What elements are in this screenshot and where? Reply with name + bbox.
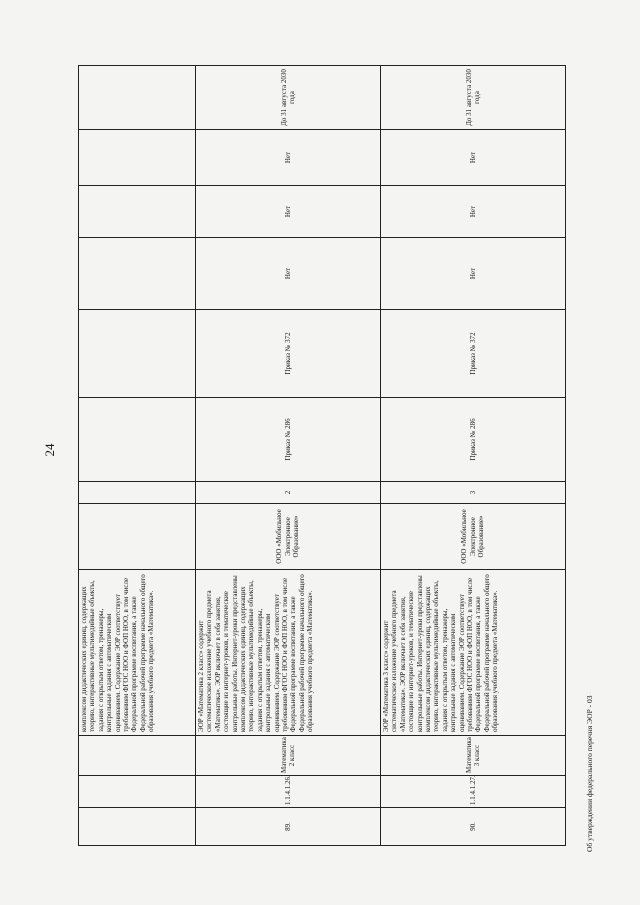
row-title: Математика 2 класс [196, 736, 381, 776]
row-description: ЭОР «Математика 3 класс» содержит систематическое изложение учебного предмета «Математика». ЭОР включает в себя занятия, состоящие из интернет-уроков, и тематические контрольные работы. Интернет-уроки представлены комплексом дидактических единиц, содержащих теорию, интерактивные мультимедийные объекты, задания с открытым ответом, тренажеры, контрольные задания с автоматическим оцениванием. Содержание ЭОР соответствует требованиям ФГОС НОО и ФОП НОО, в том числе Федеральной программе воспитания, а также Федеральной рабочей программе начального общего образования учебного предмета «Математика». [381, 570, 566, 736]
row-value-2: Нет [196, 186, 381, 238]
row-organization: ООО «Мобильное Электронное Образование» [381, 504, 566, 570]
row-value-2: Нет [381, 186, 566, 238]
table-row [196, 66, 381, 846]
eor-table [78, 65, 566, 846]
row-class-number: 3 [381, 482, 566, 504]
row-title: Математика 3 класс [381, 736, 566, 776]
page-number: 24 [42, 443, 57, 457]
row-number: 90. [381, 808, 566, 846]
row-deadline: До 31 августа 2030 года [196, 66, 381, 130]
row-code: 1.1.4.1.27. [381, 776, 566, 808]
row-code: 1.1.4.1.26. [196, 776, 381, 808]
row-value-3: Нет [196, 130, 381, 186]
prev-row-description: комплексом дидактических единиц, содержащих теорию, интерактивные мультимедийные объекты, задания с открытым ответом, тренажеры, контрольные задания с автоматическим оцениванием. Содержание ЭОР соответствует требованиям ФГОС НОО и ФОП НОО, в том числе Федеральной программе воспитания, а также Федеральной рабочей программе начального общего образования учебного предмета «Математика». [79, 570, 196, 736]
row-class-number: 2 [196, 482, 381, 504]
table-row [381, 66, 566, 846]
row-value-1: Нет [196, 238, 381, 310]
row-value-1: Нет [381, 238, 566, 310]
row-order-1: Приказ № 286 [381, 398, 566, 482]
row-number: 89. [196, 808, 381, 846]
row-order-2: Приказ № 372 [196, 310, 381, 398]
row-description: ЭОР «Математика 2 класс» содержит систематическое изложение учебного предмета «Математика». ЭОР включает в себя занятия, состоящие из интернет-уроков, и тематические контрольные работы. Интернет-уроки представлены комплексом дидактических единиц, содержащих теорию, интерактивные мультимедийные объекты, задания с открытым ответом, тренажеры, контрольные задания с автоматическим оцениванием. Содержание ЭОР соответствует требованиям ФГОС НОО и ФОП НОО, в том числе Федеральной программе воспитания, а также Федеральной рабочей программе начального общего образования учебного предмета «Математика». [196, 570, 381, 736]
row-order-1: Приказ № 286 [196, 398, 381, 482]
footer-note: Об утверждении федерального перечня ЭОР - 03 [585, 695, 594, 852]
document-table-area [78, 66, 565, 846]
row-value-3: Нет [381, 130, 566, 186]
row-order-2: Приказ № 372 [381, 310, 566, 398]
row-deadline: До 31 августа 2030 года [381, 66, 566, 130]
row-organization: ООО «Мобильное Электронное Образование» [196, 504, 381, 570]
table-row [79, 66, 196, 846]
